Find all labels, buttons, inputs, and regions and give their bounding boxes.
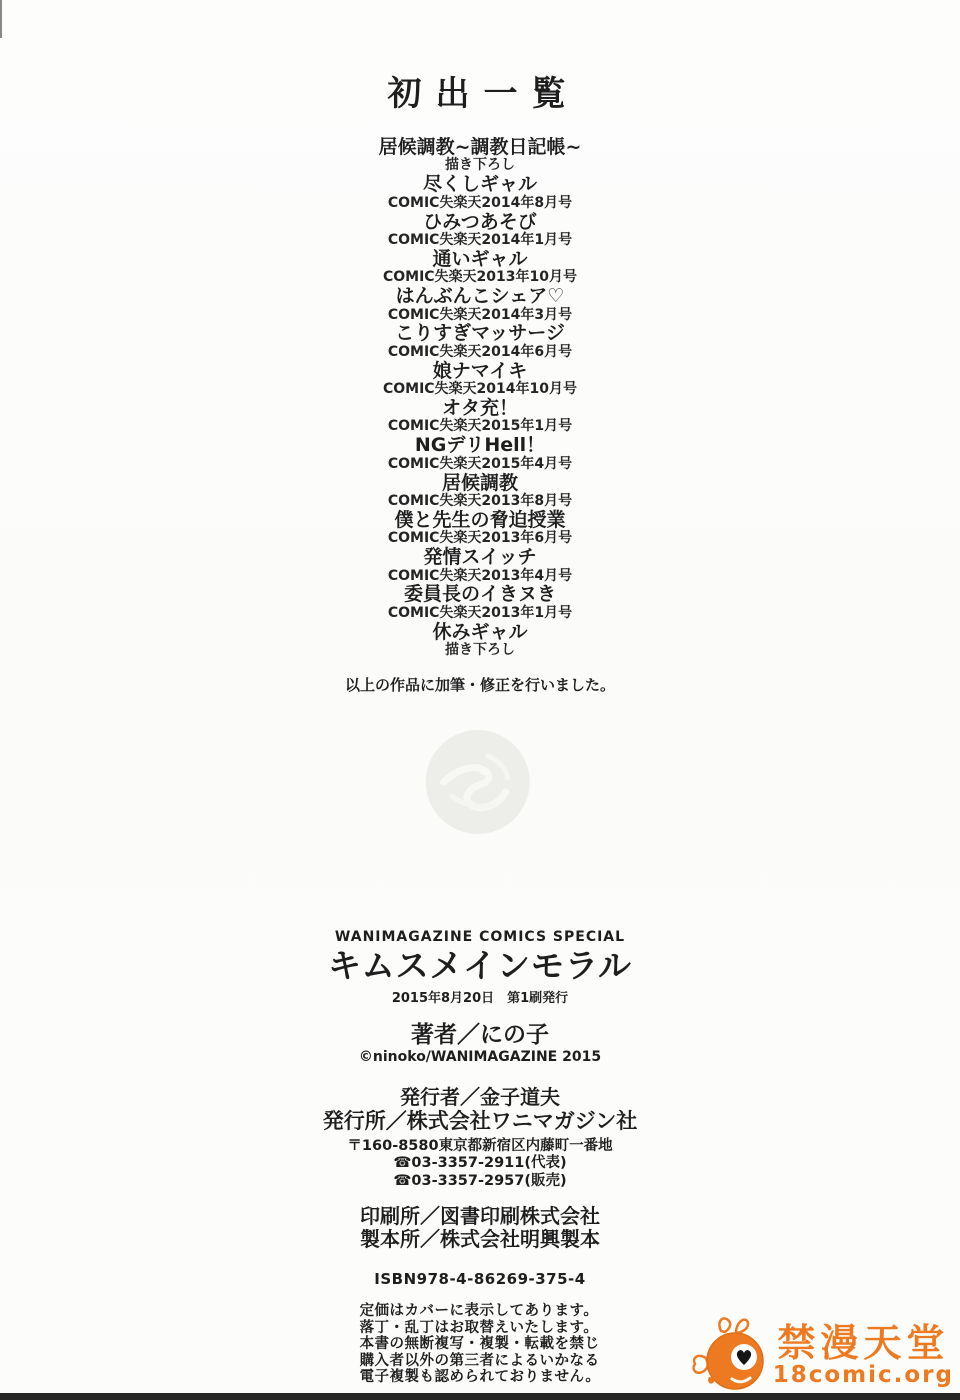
first-publication-list (0, 66, 960, 695)
site-name: 禁漫天堂 (777, 1320, 950, 1365)
page-title: 初出一覧 (387, 74, 580, 114)
work-title: こりすぎマッサージ (395, 322, 565, 345)
publication-entry (0, 473, 960, 510)
work-source: COMIC失楽天2015年4月号 (387, 455, 573, 472)
publication-entry (0, 547, 960, 584)
publisher-person: 発行者／金子道夫 (400, 1085, 560, 1110)
site-url: 18comic.org (772, 1361, 954, 1388)
notice-line: 本書の無断複写・複製・転載を禁じ (359, 1336, 600, 1353)
publisher-address: 〒160-8580東京都新宿区内藤町一番地 (347, 1138, 613, 1155)
work-source: 描き下ろし (445, 157, 515, 174)
work-title: 尽くしギャル (422, 173, 537, 196)
work-title: ひみつあそび (423, 210, 537, 233)
legal-notice (360, 1303, 601, 1386)
site-watermark (691, 1314, 954, 1398)
work-source: COMIC失楽天2014年10月号 (382, 381, 578, 398)
work-source: COMIC失楽天2015年1月号 (387, 418, 573, 435)
work-source: COMIC失楽天2014年1月号 (387, 232, 573, 249)
publication-entry (0, 361, 960, 398)
wani-seal-icon (422, 726, 534, 838)
publication-entry (0, 323, 960, 360)
work-source: COMIC失楽天2013年1月号 (387, 604, 573, 621)
publisher-block (0, 1086, 960, 1190)
work-source: 描き下ろし (445, 642, 515, 659)
publication-entry (0, 622, 960, 659)
site-watermark-text (772, 1320, 954, 1388)
notice-line: 定価はカバーに表示してあります。 (359, 1303, 599, 1320)
publication-entry (0, 584, 960, 621)
publication-entry (0, 435, 960, 472)
print-date: 2015年8月20日 第1刷発行 (391, 990, 569, 1006)
printer-line: 印刷所／図書印刷株式会社 (360, 1204, 600, 1229)
copyright-line: ©ninoko/WANIMAGAZINE 2015 (358, 1049, 602, 1066)
work-source: COMIC失楽天2013年6月号 (387, 530, 573, 547)
publication-entry (0, 137, 960, 174)
notice-line: 電子複製も認められておりません。 (359, 1369, 601, 1386)
work-title: 休みギャル (432, 620, 528, 643)
phone-main: ☎03-3357-2911(代表) (393, 1155, 567, 1172)
author-line: 著者／にの子 (411, 1021, 549, 1048)
work-source: COMIC失楽天2013年10月号 (382, 269, 578, 286)
printing-block (0, 1205, 960, 1251)
work-title: 委員長のイきヌき (403, 583, 556, 606)
phone-sales: ☎03-3357-2957(販売) (393, 1172, 567, 1189)
work-title: 娘ナマイキ (432, 359, 528, 382)
work-title: はんぶんこシェア♡ (395, 285, 565, 308)
work-source: COMIC失楽天2014年6月号 (387, 343, 573, 360)
work-source: COMIC失楽天2013年8月号 (387, 493, 573, 509)
work-source: COMIC失楽天2014年3月号 (387, 306, 573, 323)
work-title: オタ充！ (441, 396, 518, 419)
work-source: COMIC失楽天2013年4月号 (387, 567, 573, 584)
publisher-company: 発行所／株式会社ワニマガジン社 (322, 1109, 638, 1134)
work-title: 発情スイッチ (423, 546, 537, 569)
isbn: ISBN978-4-86269-375-4 (374, 1270, 586, 1289)
work-title: 居候調教 (441, 471, 518, 494)
series-label: WANIMAGAZINE COMICS SPECIAL (334, 929, 626, 945)
publication-entry (0, 510, 960, 547)
scan-edge-artifact (0, 0, 2, 38)
publication-entry (0, 249, 960, 286)
book-title: キムスメインモラル (327, 946, 633, 985)
work-title: 通いギャル (432, 247, 528, 270)
publication-entry (0, 212, 960, 249)
mascot-whale-icon (691, 1314, 771, 1398)
publication-entry (0, 398, 960, 435)
publisher-seal-watermark (422, 726, 534, 838)
publication-entry (0, 286, 960, 323)
work-title: 僕と先生の脅迫授業 (394, 508, 566, 531)
work-title: NGデリHell！ (414, 434, 546, 457)
work-title: 居候調教~調教日記帳~ (378, 136, 582, 158)
binder-line: 製本所／株式会社明興製本 (360, 1227, 600, 1252)
notice-line: 落丁・乱丁はお取替えいたします。 (359, 1319, 599, 1336)
publication-entry (0, 174, 960, 211)
revision-note: 以上の作品に加筆・修正を行いました。 (344, 675, 615, 694)
notice-line: 購入者以外の第三者によるいかなる (359, 1352, 600, 1369)
work-source: COMIC失楽天2014年8月号 (387, 194, 573, 211)
